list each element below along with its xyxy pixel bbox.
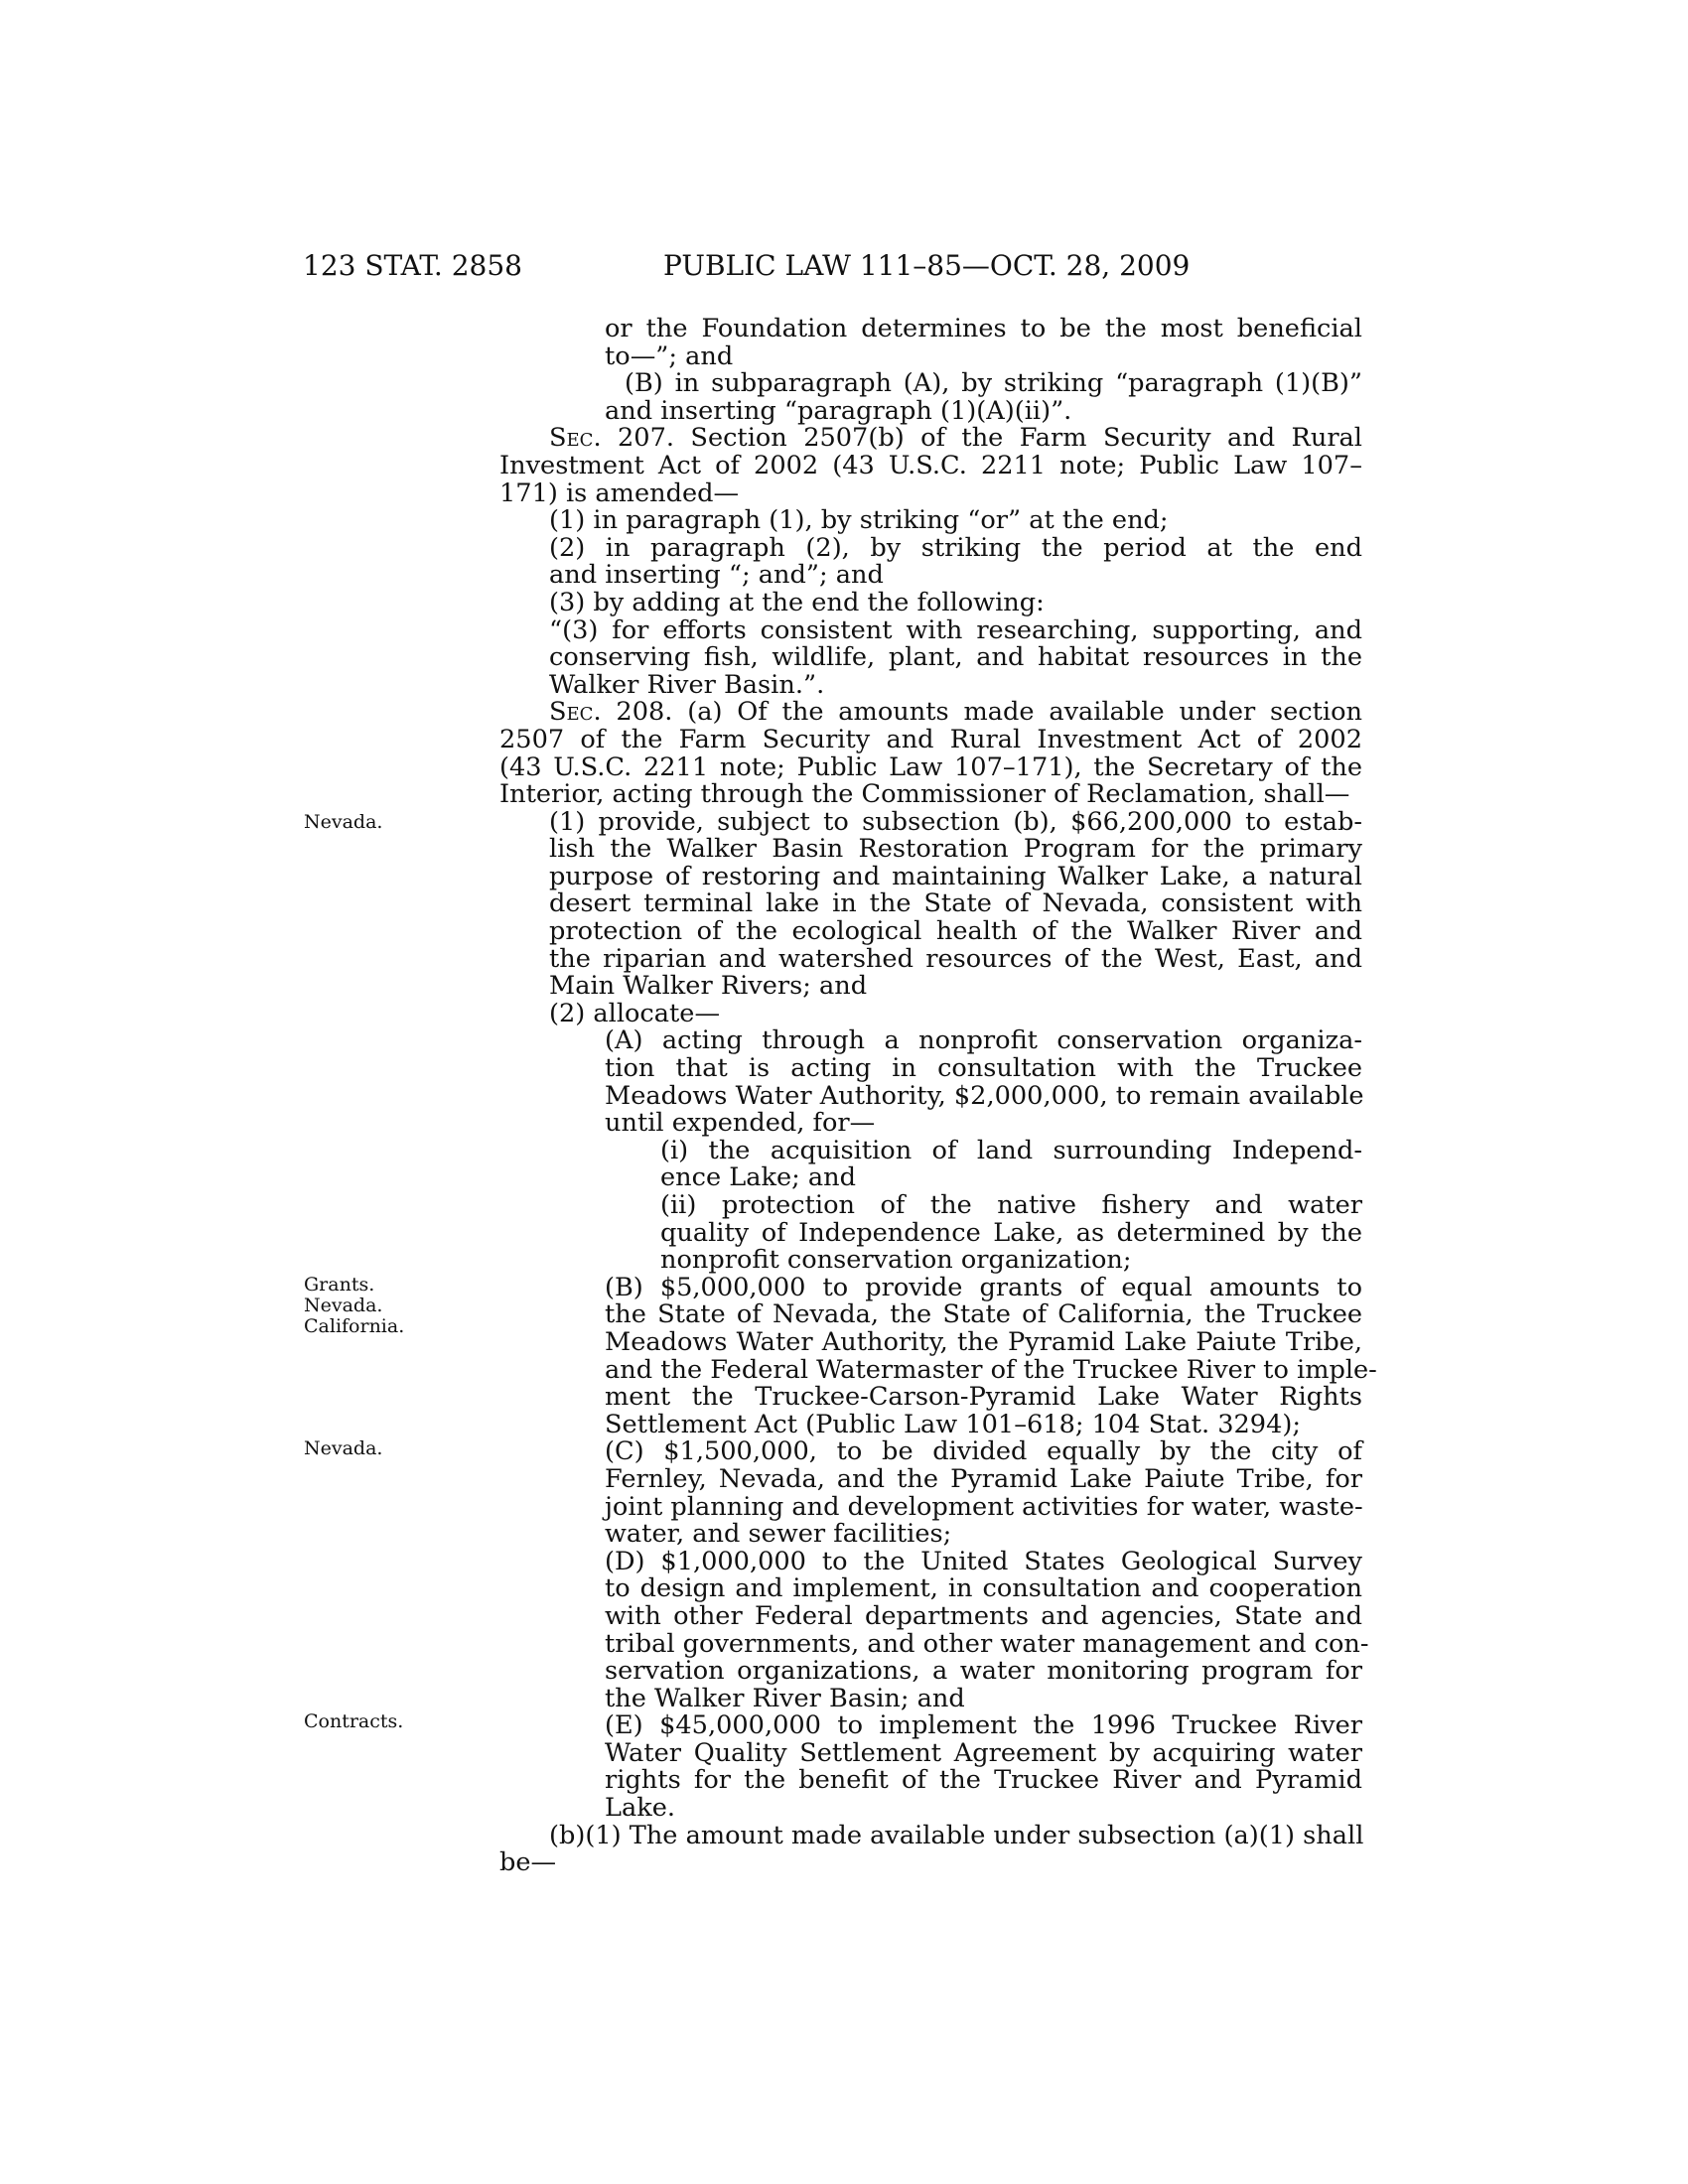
text-line-content: (3) by adding at the end the following: [549, 587, 1045, 617]
text-line-content: conserving fish, wildlife, plant, and habitat resources in the [549, 642, 1362, 673]
text-line-content: ence Lake; and [660, 1162, 857, 1193]
text-line-content: 208. (a) Of the amounts made available under section [601, 697, 1362, 728]
text-line [499, 943, 1362, 974]
text-line-content: desert terminal lake in the State of Nevada, consistent with [549, 888, 1362, 919]
text-line [499, 507, 1362, 535]
text-line-content: (1) provide, subject to subsection (b), $66,200,000 to estab- [549, 806, 1362, 837]
margin-note-nevada: Nevada. [304, 1295, 383, 1316]
text-line [499, 1491, 1363, 1522]
text-line [499, 1272, 1362, 1302]
text-line [499, 1384, 1362, 1412]
text-line [499, 918, 1362, 946]
text-line [499, 1326, 1362, 1357]
margin-note-nevada: Nevada. [304, 1437, 383, 1459]
text-line-content: and inserting “paragraph (1)(A)(ii)”. [605, 395, 1072, 426]
text-line [499, 1658, 1362, 1686]
text-line [499, 1712, 1362, 1740]
text-line-content: Meadows Water Authority, $2,000,000, to remain available [605, 1080, 1364, 1111]
margin-note-california: California. [304, 1315, 405, 1337]
text-line [499, 1767, 1362, 1795]
text-line-content: and the Federal Watermaster of the Truckee River to imple- [605, 1354, 1377, 1385]
text-line [499, 724, 1362, 754]
text-line-content: Interior, acting through the Commissioner of Reclamation, shall— [499, 779, 1350, 810]
text-line-content: (C) $1,500,000, to be divided equally by the city of [605, 1436, 1362, 1467]
text-line-content: protection of the ecological health of the Walker River and [549, 916, 1362, 947]
text-line-content: 171) is amended— [499, 478, 740, 508]
text-line-content: the riparian and watershed resources of the West, East, and [549, 943, 1362, 974]
page-citation: 123 STAT. 2858 [303, 249, 522, 282]
text-line [499, 532, 1362, 563]
text-line [499, 370, 1362, 398]
text-line-content: “(3) for efforts consistent with researching, supporting, and [549, 614, 1362, 645]
text-line [499, 316, 1362, 343]
text-line [499, 1409, 1362, 1439]
text-line-content: quality of Independence Lake, as determined by the [660, 1217, 1362, 1248]
text-line-content: (B) in subparagraph (A), by striking “paragraph (1)(B)” [625, 368, 1362, 399]
text-line-content: joint planning and development activities for water, waste- [605, 1491, 1363, 1522]
text-line-content: (43 U.S.C. 2211 note; Public Law 107–171), the Secretary of the [499, 751, 1362, 782]
text-line [499, 861, 1362, 891]
section-marker: Sec. [549, 697, 602, 728]
text-line-content: Walker River Basin.”. [549, 669, 825, 700]
text-line [499, 614, 1362, 645]
text-line-content: or the Foundation determines to be the most beneficial [605, 314, 1362, 343]
text-line-content: (i) the acquisition of land surrounding Independ- [660, 1135, 1362, 1165]
text-line-content: to design and implement, in consultation and cooperation [605, 1573, 1362, 1604]
text-line-content: (2) allocate— [549, 998, 721, 1028]
margin-note-grants: Grants. [304, 1274, 375, 1296]
text-line [499, 1820, 1364, 1850]
text-line-content: with other Federal departments and agencies, State and [605, 1600, 1362, 1631]
text-line [499, 1354, 1377, 1385]
text-line [499, 699, 1362, 727]
text-line-content: Lake. [605, 1793, 676, 1824]
text-line-content: ment the Truckee-Carson-Pyramid Lake Water Rights [605, 1382, 1362, 1413]
margin-note-contracts: Contracts. [304, 1710, 404, 1732]
text-line-content: nonprofit conservation organization; [660, 1245, 1132, 1276]
text-line [499, 998, 1362, 1028]
text-line [499, 1192, 1362, 1220]
text-line-content: servation organizations, a water monitoring program for [605, 1656, 1362, 1687]
text-line-content: water, and sewer facilities; [605, 1519, 952, 1550]
text-line [499, 806, 1362, 837]
text-line [499, 562, 1362, 590]
text-line [499, 1849, 1362, 1877]
text-line-content: 2507 of the Farm Security and Rural Investment Act of 2002 [499, 724, 1362, 754]
text-line-content: Water Quality Settlement Agreement by acquiring water [605, 1737, 1362, 1768]
text-line [499, 1575, 1362, 1603]
text-line-content: (D) $1,000,000 to the United States Geological Survey [605, 1546, 1362, 1576]
text-line-content: Fernley, Nevada, and the Pyramid Lake Paiute Tribe, for [605, 1463, 1362, 1494]
text-line-content: lish the Walker Basin Restoration Program for the primary [549, 834, 1362, 865]
text-line [499, 343, 1362, 371]
text-line-content: the State of Nevada, the State of California, the Truckee [605, 1299, 1362, 1330]
page-running-head: PUBLIC LAW 111–85—OCT. 28, 2009 [663, 249, 1191, 282]
text-line-content: the Walker River Basin; and [605, 1683, 965, 1713]
text-line-content: (E) $45,000,000 to implement the 1996 Truckee River [605, 1710, 1362, 1741]
text-line [499, 890, 1362, 918]
text-line-content: (1) in paragraph (1), by striking “or” at the end; [549, 505, 1169, 536]
text-line-content: (B) $5,000,000 to provide grants of equal amounts to [605, 1272, 1362, 1302]
text-line-content: until expended, for— [605, 1108, 876, 1139]
text-line-content: purpose of restoring and maintaining Walker Lake, a natural [549, 861, 1362, 891]
text-line [499, 781, 1362, 809]
text-line [499, 751, 1362, 782]
text-line [499, 1737, 1362, 1768]
text-line [499, 480, 1362, 508]
text-line-content: 207. Section 2507(b) of the Farm Security and Rural [601, 423, 1362, 454]
text-line [499, 1301, 1362, 1329]
text-line [499, 1080, 1364, 1111]
text-line [499, 1110, 1362, 1138]
text-line-content: (A) acting through a nonprofit conservation organiza- [605, 1025, 1362, 1056]
text-line-content: (2) in paragraph (2), by striking the period at the end [549, 532, 1362, 563]
text-line [499, 1463, 1362, 1494]
text-line [499, 1135, 1362, 1165]
text-line [499, 1683, 1362, 1713]
section-marker: Sec. [549, 423, 602, 454]
text-line [499, 450, 1362, 480]
text-line [499, 669, 1362, 700]
text-line [499, 1164, 1362, 1192]
text-line [499, 1795, 1362, 1823]
text-line-content: Settlement Act (Public Law 101–618; 104 Stat. 3294); [605, 1409, 1301, 1439]
text-line-content: and inserting “; and”; and [549, 560, 884, 591]
text-line [499, 836, 1362, 864]
margin-note-nevada: Nevada. [304, 811, 383, 833]
text-line [499, 1247, 1362, 1275]
text-line-content: tion that is acting in consultation with the Truckee [605, 1053, 1362, 1084]
text-line [499, 395, 1362, 426]
text-line [499, 1628, 1369, 1659]
text-line [499, 1217, 1362, 1248]
text-line [499, 1521, 1362, 1549]
text-line [499, 425, 1362, 453]
text-line [499, 1055, 1362, 1083]
text-line-content: tribal governments, and other water management and con- [605, 1628, 1369, 1659]
text-line-content: Investment Act of 2002 (43 U.S.C. 2211 note; Public Law 107– [499, 450, 1362, 480]
text-line-content: Main Walker Rivers; and [549, 971, 868, 1002]
text-line-content: to—”; and [605, 341, 734, 371]
statute-body-text [499, 314, 1377, 1878]
text-line [499, 1438, 1362, 1466]
text-line [499, 644, 1362, 672]
text-line-content: (ii) protection of the native fishery and water [660, 1190, 1362, 1220]
text-line [499, 587, 1362, 617]
text-line-content: be— [499, 1847, 557, 1878]
text-line-content: rights for the benefit of the Truckee River and Pyramid [605, 1765, 1362, 1796]
text-line [499, 1546, 1362, 1576]
text-line-content: (b)(1) The amount made available under subsection (a)(1) shall [549, 1820, 1364, 1850]
text-line [499, 1027, 1362, 1055]
text-line [499, 973, 1362, 1001]
text-line-content: Meadows Water Authority, the Pyramid Lake Paiute Tribe, [605, 1326, 1362, 1357]
text-line [499, 1600, 1362, 1631]
